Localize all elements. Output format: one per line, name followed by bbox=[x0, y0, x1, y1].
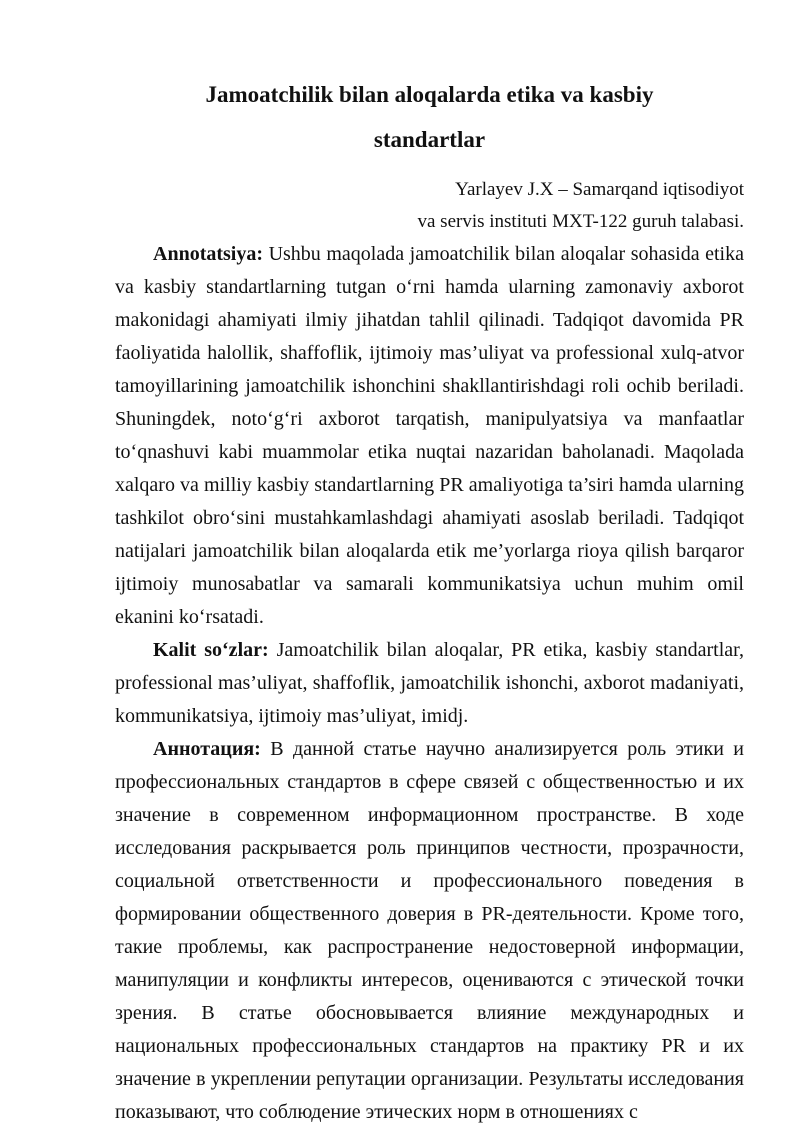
title-line-1: Jamoatchilik bilan aloqalarda etika va kasbiy bbox=[205, 82, 654, 107]
paragraph-annotatsiya bbox=[115, 238, 744, 634]
paragraph-annotatsiya-text: Ushbu maqolada jamoatchilik bilan aloqalar sohasida etika va kasbiy standartlarning tutgan o‘rni hamda ularning zamonaviy axborot makonidagi ahamiyati ilmiy jihatdan tahlil qilinadi. Tadqiqot davomida PR faoliyatida halollik, shaffoflik, ijtimoiy mas’uliyat va professional xulq-atvor tamoyillarining jamoatchilik ishonchini shakllantirishdagi roli ochib beriladi. Shuningdek, noto‘g‘ri axborot tarqatish, manipulyatsiya va manfaatlar to‘qnashuvi kabi muammolar etika nuqtai nazaridan baholanadi. Maqolada xalqaro va milliy kasbiy standartlarning PR amaliyotiga ta’siri hamda ularning tashkilot obro‘sini mustahkamlashdagi ahamiyati asoslab beriladi. Tadqiqot natijalari jamoatchilik bilan aloqalarda etik me’yorlarga rioya qilish barqaror ijtimoiy munosabatlar va samarali kommunikatsiya uchun muhim omil ekanini ko‘rsatadi. bbox=[115, 243, 744, 628]
byline-line-2: va servis instituti MXT-122 guruh talabasi. bbox=[417, 211, 744, 232]
page-title bbox=[115, 72, 744, 162]
paragraph-keywords-label: Kalit so‘zlar: bbox=[153, 639, 269, 661]
author-byline bbox=[115, 174, 744, 238]
paragraph-annotaciya-ru-label: Аннотация: bbox=[153, 738, 261, 760]
paragraph-annotaciya-ru-text: В данной статье научно анализируется роль этики и профессиональных стандартов в сфере связей с общественностью и их значение в современном информационном пространстве. В ходе исследования раскрывается роль принципов честности, прозрачности, социальной ответственности и профессионального поведения в формировании общественного доверия в PR-деятельности. Кроме того, такие проблемы, как распространение недостоверной информации, манипуляции и конфликты интересов, оцениваются с этической точки зрения. В статье обосновывается влияние международных и национальных профессиональных стандартов на практику PR и их значение в укреплении репутации организации. Результаты исследования показывают, что соблюдение этических норм в отношениях с bbox=[115, 738, 745, 1123]
title-line-2: standartlar bbox=[373, 127, 486, 152]
paragraph-keywords-text: Jamoatchilik bilan aloqalar, PR etika, kasbiy standartlar, professional mas’uliyat, shaffoflik, jamoatchilik ishonchi, axborot madaniyati, kommunikatsiya, ijtimoiy mas’uliyat, imidj. bbox=[115, 639, 744, 727]
paragraph-keywords bbox=[115, 634, 744, 733]
paragraph-annotatsiya-label: Annotatsiya: bbox=[153, 243, 264, 265]
byline-line-1: Yarlayev J.X – Samarqand iqtisodiyot bbox=[455, 179, 744, 200]
document-body bbox=[115, 238, 744, 1129]
paragraph-annotaciya-ru bbox=[115, 733, 744, 1129]
